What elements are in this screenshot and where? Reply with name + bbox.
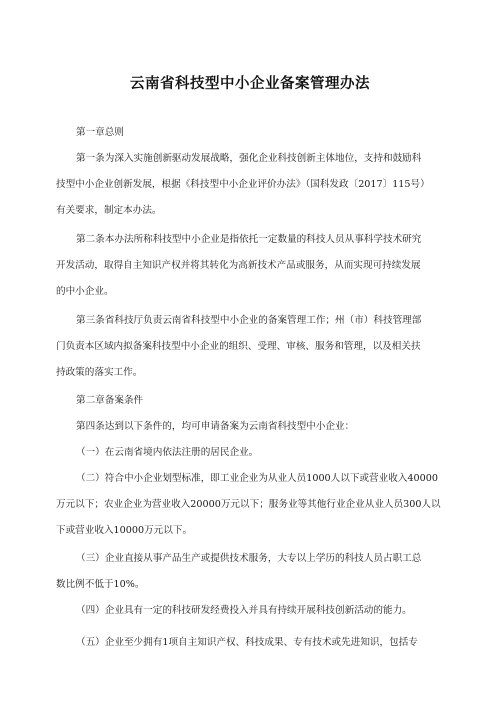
- article-1: [56, 146, 448, 224]
- paragraph-line: （一）在云南省境内依法注册的居民企业。: [76, 447, 259, 458]
- paragraph-line: 第一条为深入实施创新驱动发展战略，强化企业科技创新主体地位，支持和鼓励科: [76, 153, 422, 164]
- document-title: 云南省科技型中小企业备案管理办法: [130, 76, 370, 92]
- paragraph-line: （三）企业直接从事产品生产或提供技术服务，大专以上学历的科技人员占职工总: [76, 553, 422, 564]
- paragraph-line: 的中小企业。: [56, 286, 114, 297]
- paragraph-line: （五）企业至少拥有1项自主知识产权、科技成果、专有技术或先进知识，包括专: [76, 637, 418, 648]
- paragraph-line: 第三条省科技厅负责云南省科技型中小企业的备案管理工作；州（市）科技管理部: [76, 315, 422, 326]
- paragraph-line: （二）符合中小企业划型标准，即工业企业为从业人员1000人以下或营业收入40000: [76, 473, 438, 484]
- paragraph-line: 技型中小企业创新发展，根据《科技型中小企业评价办法》（国科发政〔2017〕115号）: [56, 179, 430, 190]
- chapter-heading-text: 第二章备案条件: [76, 395, 144, 406]
- article-3: [56, 308, 448, 386]
- paragraph-line: （四）企业具有一定的科技研发经费投入并具有持续开展科技创新活动的能力。: [76, 605, 412, 616]
- chapter-1-heading: [56, 120, 448, 146]
- paragraph-line: 数比例不低于10%。: [56, 579, 145, 590]
- paragraph-line: 门负责本区域内拟备案科技型中小企业的组织、受理、审核、服务和管理，以及相关扶: [56, 341, 421, 352]
- item-2: [56, 466, 448, 544]
- article-4: [56, 414, 448, 440]
- paragraph-line: 第二条本办法所称科技型中小企业是指依托一定数量的科技人员从事科学技术研究: [76, 234, 422, 245]
- paragraph-line: 万元以下；农业企业为营业收入20000万元以下；服务业等其他行业企业从业人员300人以: [56, 499, 441, 510]
- paragraph-line: 持政策的落实工作。: [56, 367, 143, 378]
- item-5: [56, 630, 448, 656]
- item-4: [56, 598, 448, 624]
- paragraph-line: 下或营业收入10000万元以下。: [56, 525, 193, 536]
- paragraph-line: 有关要求，制定本办法。: [56, 205, 162, 216]
- paragraph-line: 第四条达到以下条件的，均可申请备案为云南省科技型中小企业：: [76, 421, 355, 432]
- item-3: [56, 546, 448, 598]
- item-1: [56, 440, 448, 466]
- paragraph-line: 开发活动，取得自主知识产权并将其转化为高新技术产品或服务，从而实现可持续发展: [56, 260, 421, 271]
- chapter-2-heading: [56, 388, 448, 414]
- article-2: [56, 227, 448, 305]
- chapter-heading-text: 第一章总则: [76, 127, 124, 138]
